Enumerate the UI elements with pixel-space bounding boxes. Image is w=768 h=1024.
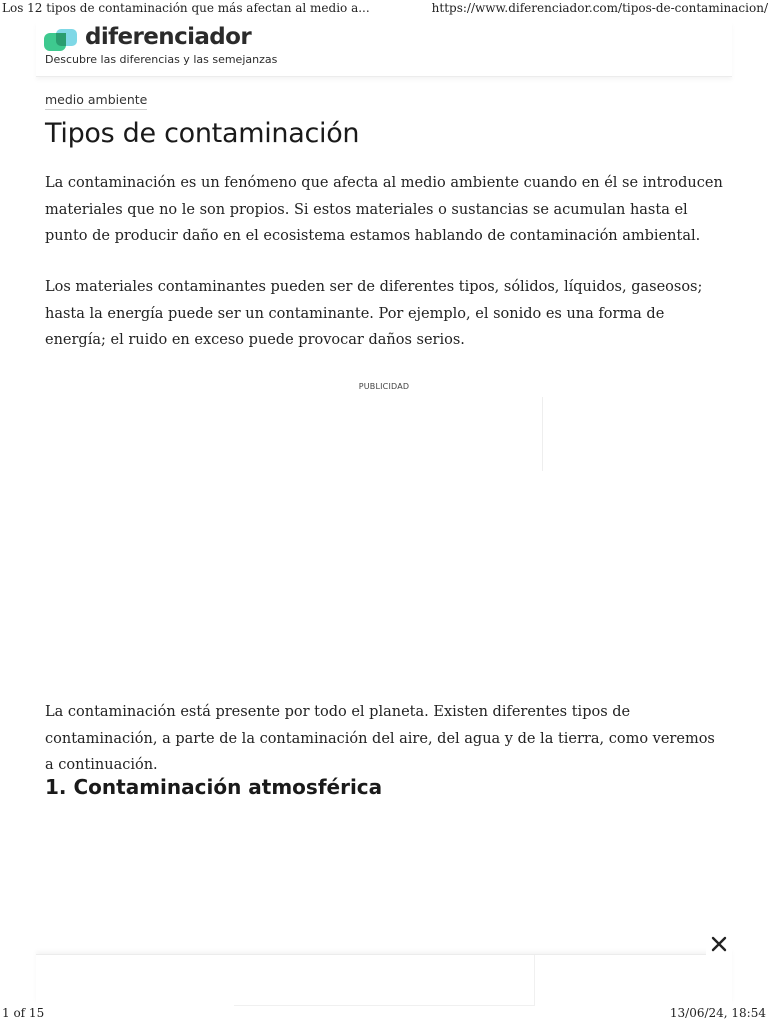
page-title: Tipos de contaminación <box>45 118 360 149</box>
print-date: 13/06/24, 18:54 <box>669 1006 766 1020</box>
close-ad-button[interactable] <box>706 931 732 957</box>
site-header <box>36 22 732 77</box>
article-content <box>45 89 725 799</box>
article-paragraph-2: Los materiales contaminantes pueden ser de diferentes tipos, sólidos, líquidos, gaseosos; hasta la energía puede ser un contaminante. Por ejemplo, el sonido es una forma de energía; el ruido en exceso puede provocar daños serios. <box>45 279 703 348</box>
site-logo-text: diferenciador <box>85 24 252 50</box>
site-tagline: Descubre las diferencias y las semejanzas <box>45 53 278 66</box>
sticky-ad-slot[interactable] <box>234 955 535 1006</box>
page-number: 1 of 15 <box>2 1006 45 1020</box>
logo-icon <box>44 29 78 53</box>
section-heading: 1. Contaminación atmosférica <box>45 775 383 799</box>
print-header <box>0 0 768 20</box>
category-link[interactable]: medio ambiente <box>45 92 147 110</box>
sticky-ad-banner <box>36 954 732 1005</box>
document-title: Los 12 tipos de contaminación que más afectan al medio a... <box>2 1 370 15</box>
advertising-label: PUBLICIDAD <box>358 382 410 391</box>
ad-slot[interactable] <box>45 397 543 471</box>
article-paragraph-3: La contaminación está presente por todo el planeta. Existen diferentes tipos de contaminación, a parte de la contaminación del aire, del agua y de la tierra, como veremos a continuación. <box>45 704 715 773</box>
print-footer <box>0 1002 768 1024</box>
article-paragraph-1: La contaminación es un fenómeno que afecta al medio ambiente cuando en él se introducen materiales que no le son propios. Si estos materiales o sustancias se acumulan hasta el punto de producir daño en el ecosistema estamos hablando de contaminación ambiental. <box>45 175 723 244</box>
close-icon <box>706 931 732 957</box>
document-url: https://www.diferenciador.com/tipos-de-contaminacion/ <box>431 1 768 15</box>
